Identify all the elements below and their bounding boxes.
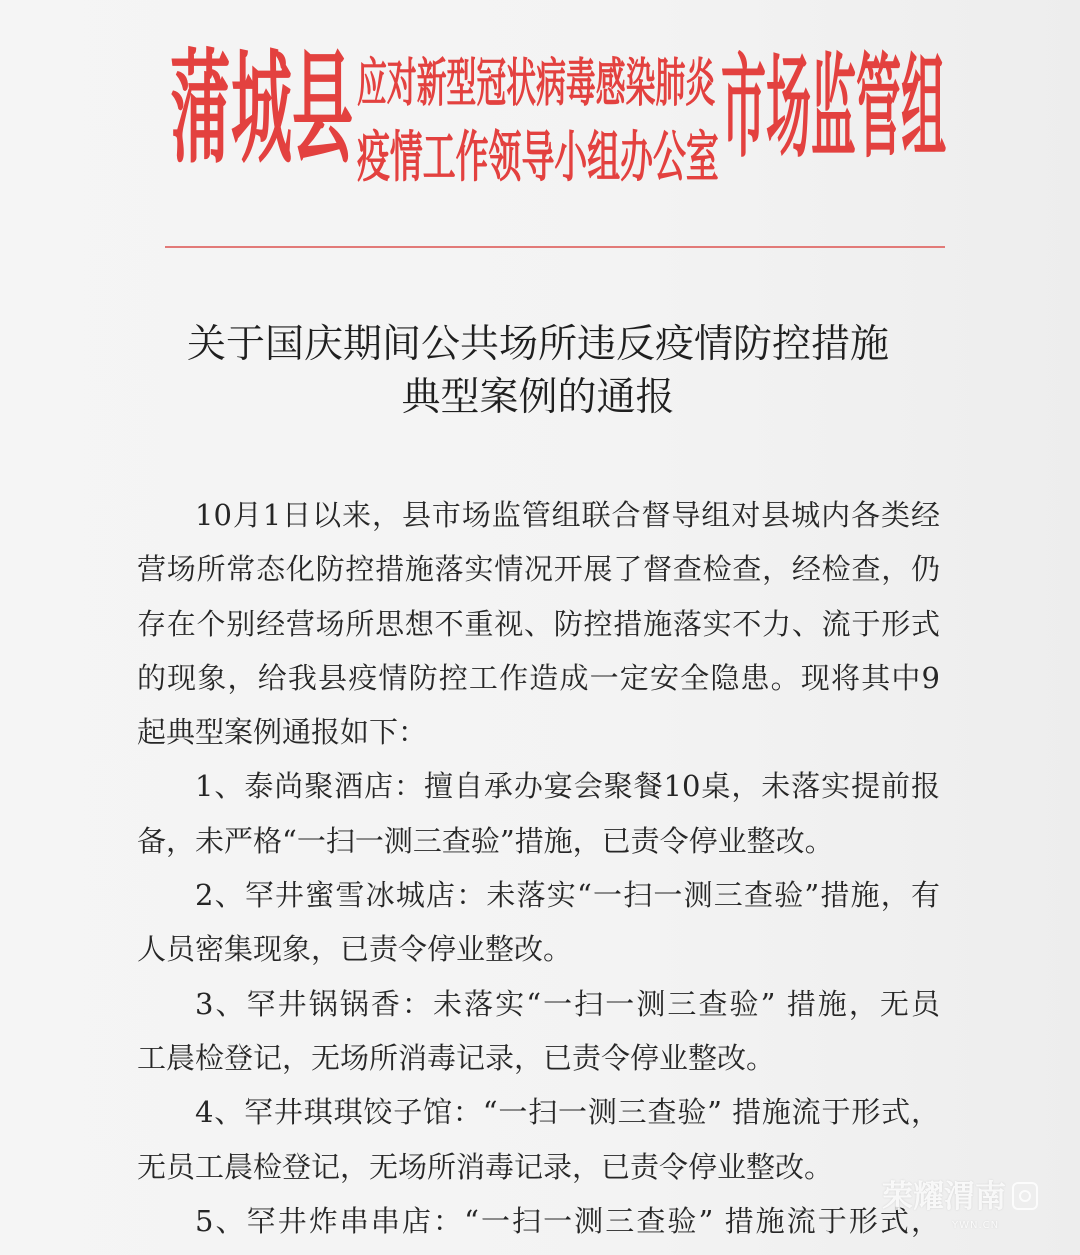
letterhead-unit: 市场监管组	[721, 43, 947, 173]
case-item-3: 3、罕井锅锅香：未落实“一扫一测三查验” 措施，无员	[195, 986, 940, 1021]
document-title-line-2: 典型案例的通报	[401, 375, 675, 420]
case-item-1-cont: 备，未严格“一扫一测三查验”措施，已责令停业整改。	[137, 823, 834, 858]
watermark	[882, 1178, 1044, 1238]
watermark-text: 荣耀渭南	[882, 1179, 1006, 1215]
body-line: 营场所常态化防控措施落实情况开展了督查检查，经检查，仍	[137, 552, 940, 587]
case-item-1: 1、泰尚聚酒店：擅自承办宴会聚餐10桌，未落实提前报	[195, 769, 940, 804]
body-line: 10月1日以来，县市场监管组联合督导组对县城内各类经	[195, 498, 940, 532]
case-item-2: 2、罕井蜜雪冰城店：未落实“一扫一测三查验”措施，有	[195, 878, 940, 913]
letterhead-office-line-1: 应对新型冠状病毒感染肺炎	[357, 54, 716, 114]
body-line: 起典型案例通报如下：	[137, 715, 428, 750]
logo-icon	[1012, 1182, 1038, 1210]
body-line: 的现象，给我县疫情防控工作造成一定安全隐患。现将其中9	[137, 660, 940, 695]
watermark-url: YWN.CN	[952, 1220, 1000, 1231]
letterhead-divider	[165, 246, 945, 248]
document-body	[137, 488, 940, 1248]
letterhead-office-line-2: 疫情工作领导小组办公室	[357, 125, 719, 189]
document-title-line-1: 关于国庆期间公共场所违反疫情防控措施	[186, 322, 889, 367]
letterhead-county: 蒲城县	[170, 38, 353, 180]
case-item-2-cont: 人员密集现象，已责令停业整改。	[137, 932, 573, 967]
case-item-4: 4、罕井琪琪饺子馆：“一扫一测三查验” 措施流于形式，	[195, 1095, 940, 1130]
case-item-4-cont: 无员工晨检登记，无场所消毒记录，已责令停业整改。	[137, 1149, 834, 1184]
body-line: 存在个别经营场所思想不重视、防控措施落实不力、流于形式	[137, 606, 940, 641]
case-item-3-cont: 工晨检登记，无场所消毒记录，已责令停业整改。	[137, 1040, 776, 1075]
case-item-5: 5、罕井炸串串店：“一扫一测三查验” 措施流于形式，	[195, 1203, 940, 1238]
